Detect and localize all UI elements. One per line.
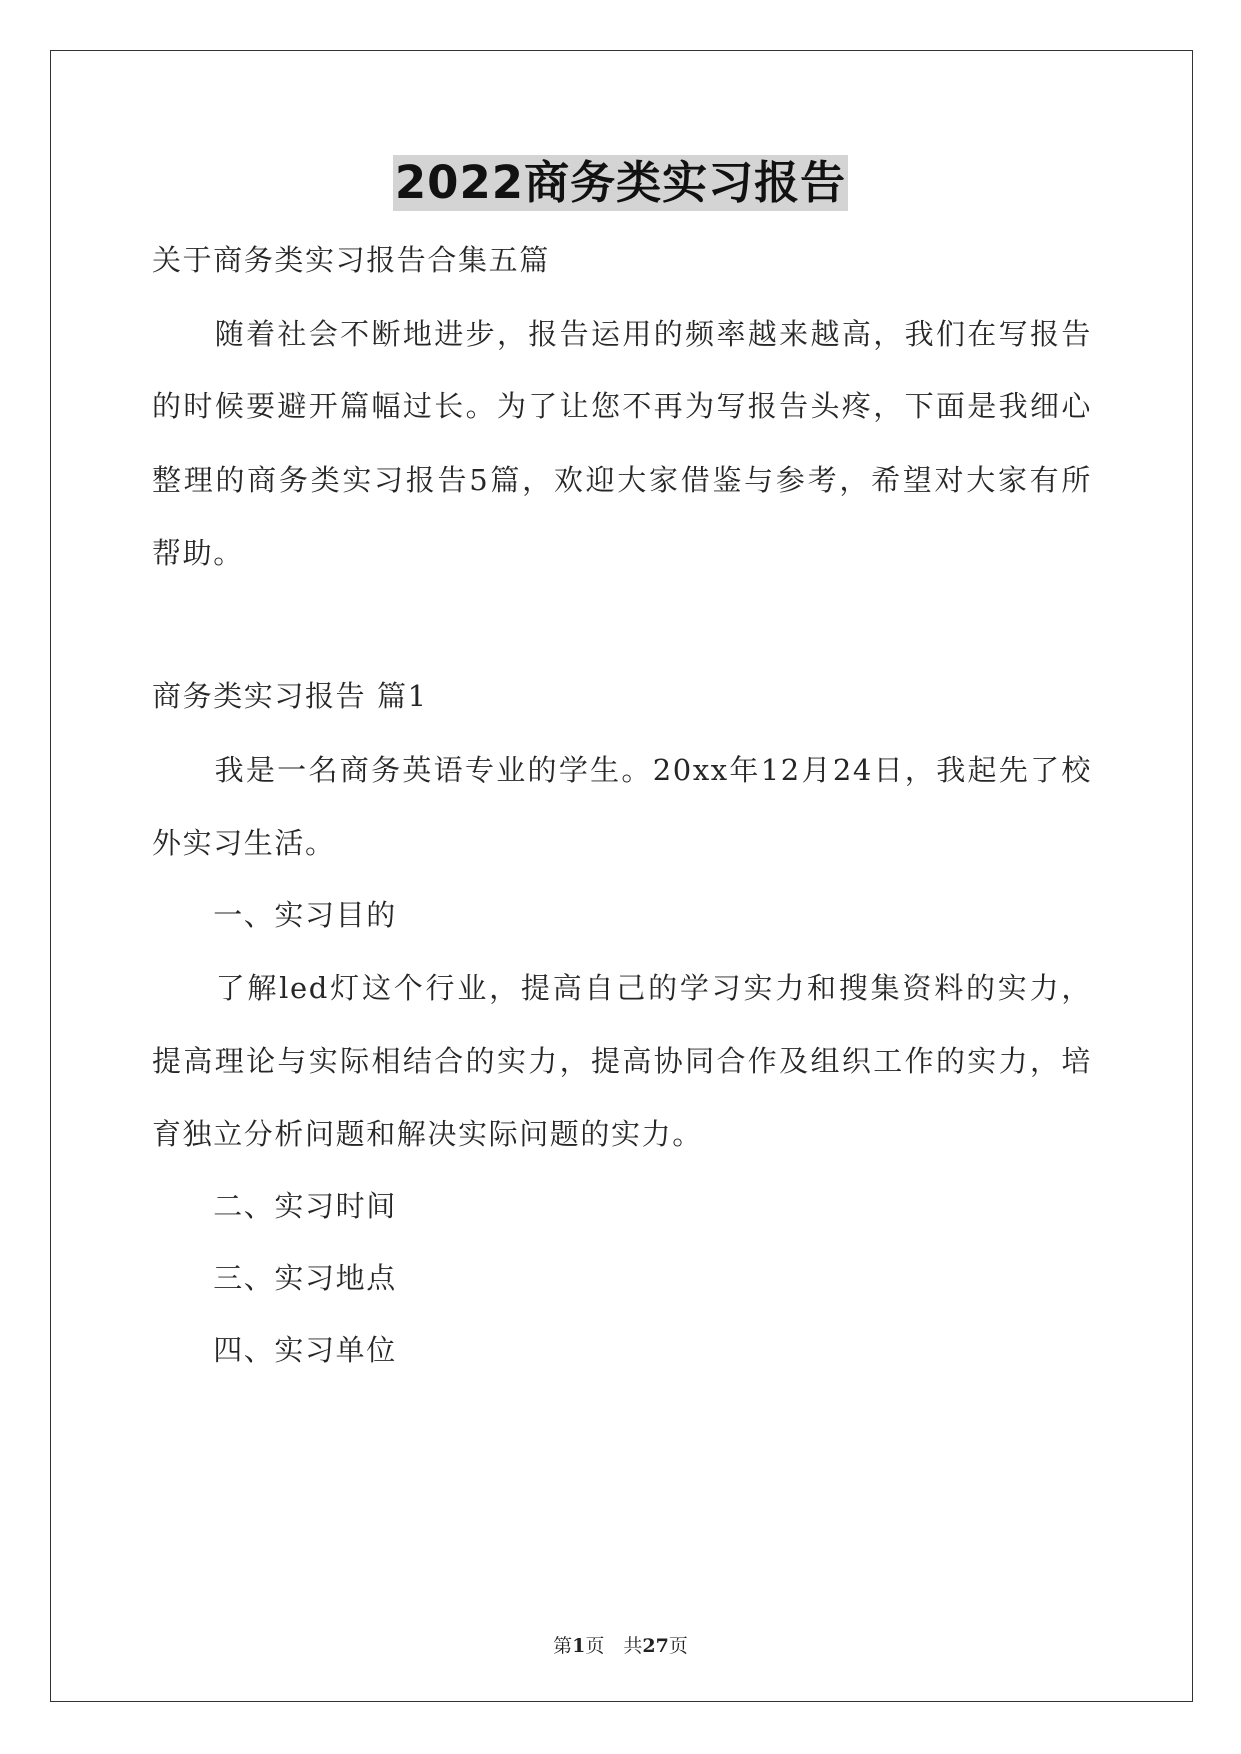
paragraph-line: 随着社会不断地进步，报告运用的频率越来越高，我们在写报告 bbox=[152, 317, 1092, 351]
paragraph-line: 帮助。 bbox=[152, 536, 244, 570]
page-prefix: 第 bbox=[553, 1635, 573, 1657]
paragraph-line: 提高理论与实际相结合的实力，提高协同合作及组织工作的实力，培 bbox=[152, 1044, 1092, 1078]
paragraph-line: 外实习生活。 bbox=[152, 826, 336, 860]
list-heading: 四、实习单位 bbox=[152, 1333, 397, 1367]
page-total: 27 bbox=[642, 1635, 669, 1657]
page-border bbox=[50, 50, 1193, 1702]
page-footer bbox=[0, 1634, 1241, 1658]
subtitle: 关于商务类实习报告合集五篇 bbox=[152, 243, 550, 277]
section-heading: 商务类实习报告 篇1 bbox=[152, 679, 428, 713]
list-heading: 一、实习目的 bbox=[152, 898, 397, 932]
page-suffix: 页 bbox=[668, 1635, 688, 1657]
paragraph-line: 了解led灯这个行业，提高自己的学习实力和搜集资料的实力， bbox=[152, 971, 1092, 1005]
paragraph-line: 育独立分析问题和解决实际问题的实力。 bbox=[152, 1117, 703, 1151]
page-current: 1 bbox=[572, 1635, 586, 1657]
list-heading: 二、实习时间 bbox=[152, 1189, 397, 1223]
paragraph-line: 整理的商务类实习报告5篇，欢迎大家借鉴与参考，希望对大家有所 bbox=[152, 463, 1092, 497]
page-mid: 页 共 bbox=[585, 1635, 643, 1657]
document-title: 2022商务类实习报告 bbox=[394, 156, 847, 209]
list-heading: 三、实习地点 bbox=[152, 1261, 397, 1295]
paragraph-line: 的时候要避开篇幅过长。为了让您不再为写报告头疼，下面是我细心 bbox=[152, 389, 1092, 423]
paragraph-line: 我是一名商务英语专业的学生。20xx年12月24日，我起先了校 bbox=[152, 753, 1092, 787]
title-container bbox=[0, 155, 1241, 211]
